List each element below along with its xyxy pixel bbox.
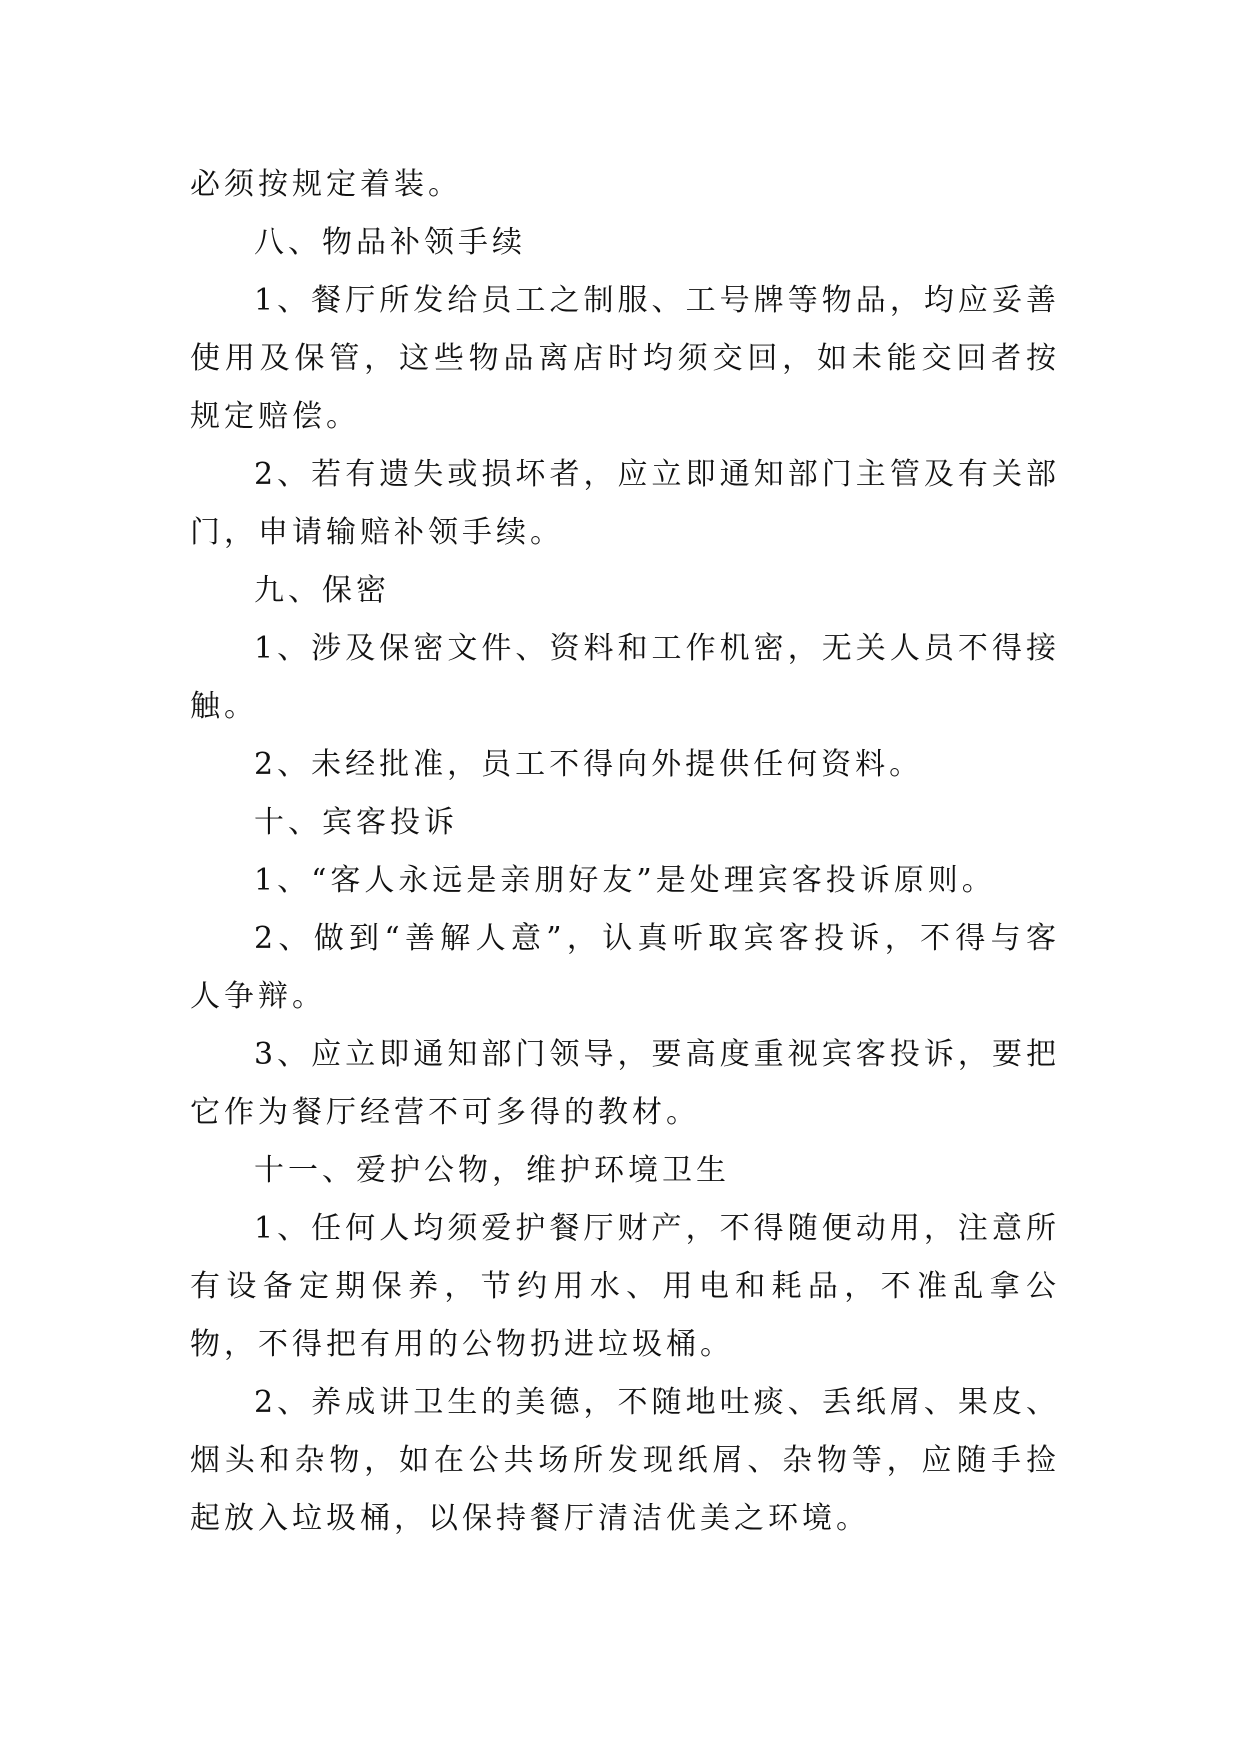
paragraph-guest-complaints-1: 1、“客人永远是亲朋好友”是处理宾客投诉原则。: [254, 863, 996, 898]
paragraph-public-property-1: 1、任何人均须爱护餐厅财产，不得随便动用，注意所有设备定期保养，节约用水、用电和耗品，不准乱拿公物，不得把有用的公物扔进垃圾桶。: [190, 1211, 1060, 1362]
paragraph-item-replacement-1: 1、餐厅所发给员工之制服、工号牌等物品，均应妥善使用及保管，这些物品离店时均须交回，如未能交回者按规定赔偿。: [190, 283, 1060, 434]
paragraph-guest-complaints-3: 3、应立即通知部门领导，要高度重视宾客投诉，要把它作为餐厅经营不可多得的教材。: [190, 1037, 1060, 1130]
document-page: [190, 156, 1060, 1548]
paragraph-dress-code-end: 必须按规定着装。: [190, 167, 462, 202]
section-heading-public-property: 十一、爱护公物，维护环境卫生: [254, 1153, 730, 1188]
section-heading-confidentiality: 九、保密: [254, 573, 390, 608]
section-heading-guest-complaints: 十、宾客投诉: [254, 805, 458, 840]
paragraph-confidentiality-2: 2、未经批准，员工不得向外提供任何资料。: [254, 747, 924, 782]
paragraph-item-replacement-2: 2、若有遗失或损坏者，应立即通知部门主管及有关部门，申请输赔补领手续。: [190, 457, 1060, 550]
paragraph-public-property-2: 2、养成讲卫生的美德，不随地吐痰、丢纸屑、果皮、烟头和杂物，如在公共场所发现纸屑、杂物等，应随手捡起放入垃圾桶，以保持餐厅清洁优美之环境。: [190, 1385, 1060, 1536]
paragraph-confidentiality-1: 1、涉及保密文件、资料和工作机密，无关人员不得接触。: [190, 631, 1060, 724]
paragraph-guest-complaints-2: 2、做到“善解人意”，认真听取宾客投诉，不得与客人争辩。: [190, 921, 1060, 1014]
section-heading-item-replacement: 八、物品补领手续: [254, 225, 526, 260]
